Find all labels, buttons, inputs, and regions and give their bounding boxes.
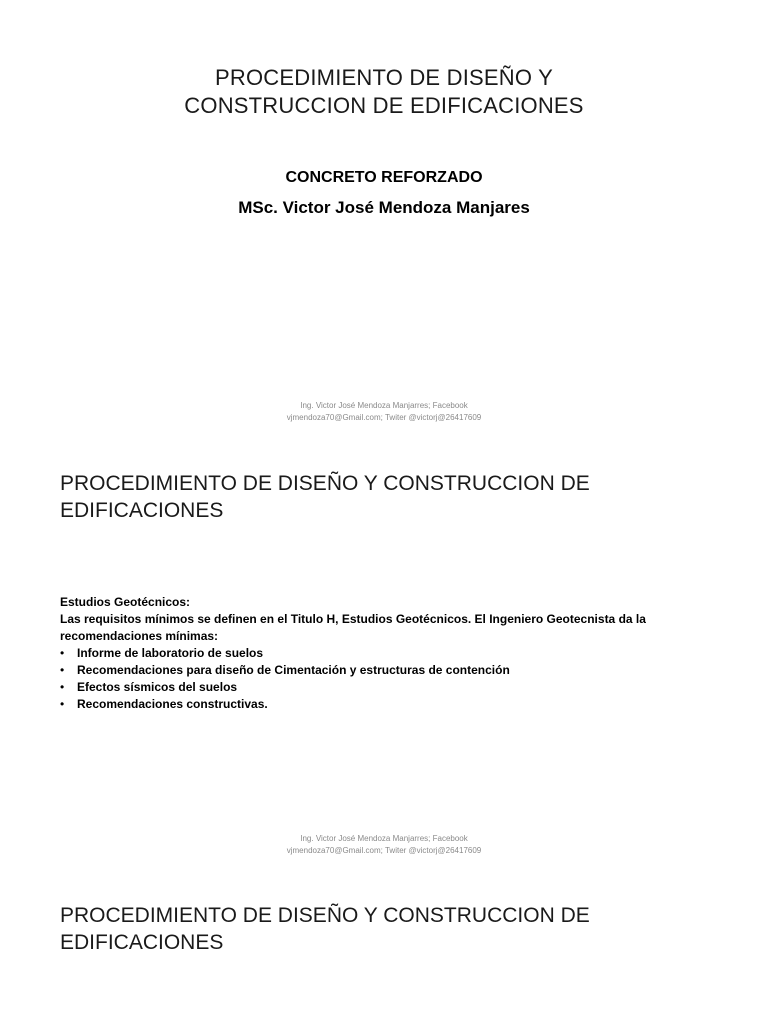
slide-1-subtitle-author: MSc. Victor José Mendoza Manjares xyxy=(238,198,530,217)
slide-1-subtitle-topic: CONCRETO REFORZADO xyxy=(285,169,483,186)
list-item xyxy=(60,662,720,679)
slide-3-title-line-2: EDIFICACIONES xyxy=(60,931,224,954)
slide-2-heading: Estudios Geotécnicos: xyxy=(60,595,191,609)
slide-2-title-line-1: PROCEDIMIENTO DE DISEÑO Y CONSTRUCCION DE xyxy=(60,472,590,495)
slide-1-title-line-2: CONSTRUCCION DE EDIFICACIONES xyxy=(184,93,584,118)
bullet-text: Efectos sísmicos del suelos xyxy=(77,680,238,694)
bullet-marker: • xyxy=(60,646,65,660)
slide-2-bullet-list xyxy=(60,645,720,713)
bullet-text: Recomendaciones constructivas. xyxy=(77,697,268,711)
slide-1-footer xyxy=(0,400,768,424)
slide-1 xyxy=(0,0,768,434)
list-item xyxy=(60,645,720,662)
list-item xyxy=(60,679,720,696)
slide-2-footer xyxy=(0,833,768,857)
slide-2-intro-line-2: recomendaciones mínimas: xyxy=(60,629,219,643)
list-item xyxy=(60,696,720,713)
slide-3 xyxy=(0,870,768,1024)
slide-1-footer-line-1: Ing. Victor José Mendoza Manjarres; Facebook xyxy=(300,401,468,410)
bullet-marker: • xyxy=(60,697,65,711)
slide-1-title xyxy=(0,64,768,120)
slide-1-title-line-1: PROCEDIMIENTO DE DISEÑO Y xyxy=(215,65,553,90)
slide-3-title xyxy=(60,902,700,956)
slide-2 xyxy=(0,434,768,870)
bullet-marker: • xyxy=(60,663,65,677)
slide-2-footer-line-2: vjmendoza70@Gmail.com; Twiter @victorj@26417609 xyxy=(286,846,482,855)
bullet-text: Recomendaciones para diseño de Cimentación y estructuras de contención xyxy=(77,663,510,677)
slide-1-footer-line-2: vjmendoza70@Gmail.com; Twiter @victorj@26417609 xyxy=(286,413,482,422)
bullet-text: Informe de laboratorio de suelos xyxy=(77,646,264,660)
slide-2-title-line-2: EDIFICACIONES xyxy=(60,499,224,522)
slide-3-title-line-1: PROCEDIMIENTO DE DISEÑO Y CONSTRUCCION DE xyxy=(60,904,590,927)
slide-2-title xyxy=(60,470,700,524)
bullet-marker: • xyxy=(60,680,65,694)
slide-2-footer-line-1: Ing. Victor José Mendoza Manjarres; Facebook xyxy=(300,834,468,843)
slide-2-body xyxy=(60,594,720,713)
slide-2-intro-line-1: Las requisitos mínimos se definen en el Titulo H, Estudios Geotécnicos. El Ingeniero Geotecnista da la xyxy=(60,612,646,626)
